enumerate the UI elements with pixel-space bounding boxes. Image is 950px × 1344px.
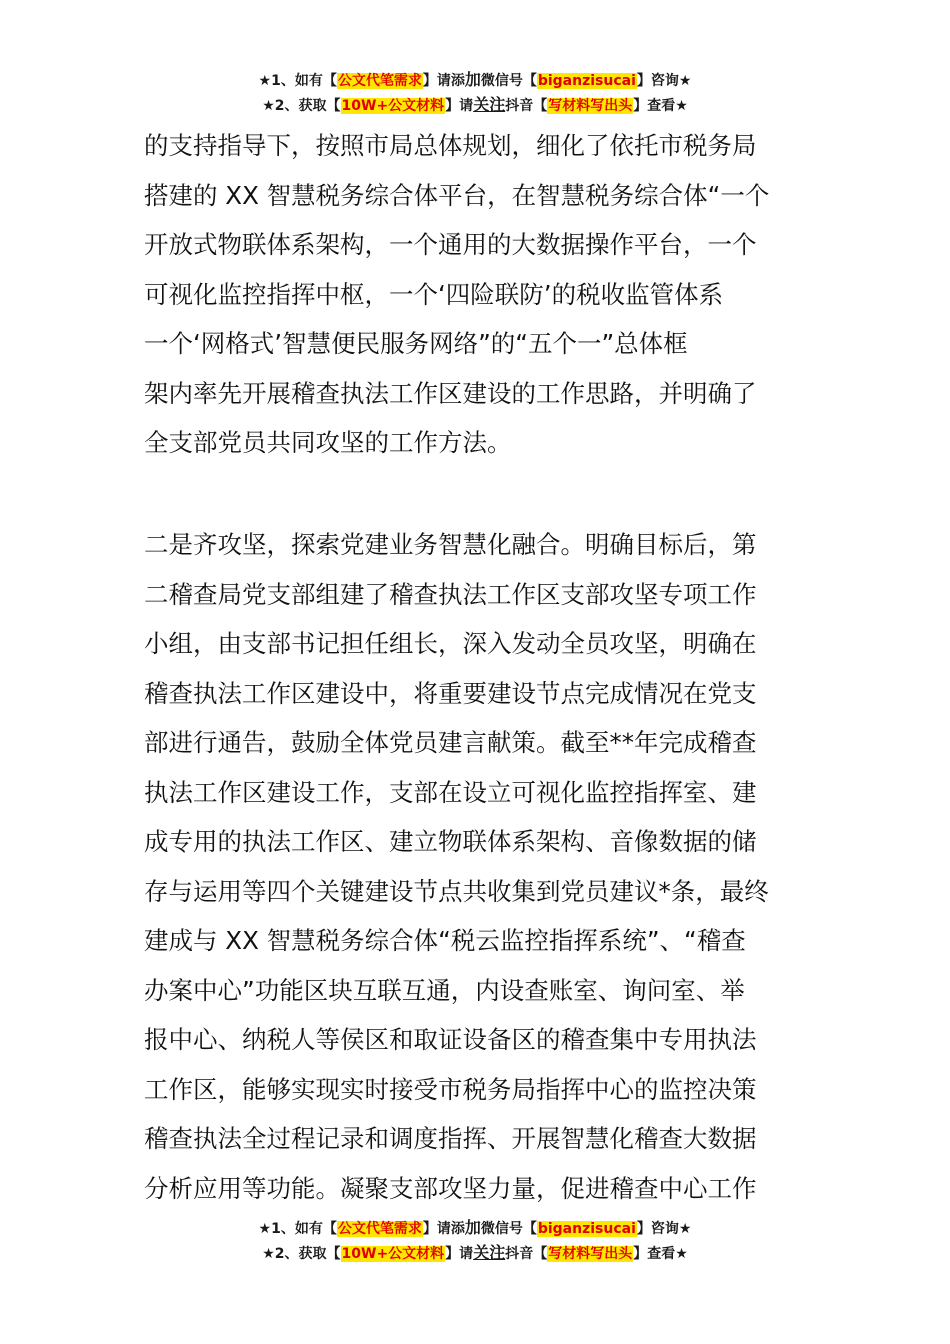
footer-line-1-prefix: ★1、如有【 [258,1221,337,1237]
footer-line-2-highlight-douyin: 写材料写出头 [548,1246,633,1262]
document-body-main [144,520,808,1213]
paragraph-continuation: 的支持指导下，按照市局总体规划，细化了依托市税务局 搭建的 XX 智慧税务综合体平台，在智慧税务综合体“一个 开放式物联体系架构，一个通用的大数据操作平台，一个 可视化监控指挥中枢，一个‘四险联防’的税收监管体系 一个‘网格式’智慧便民服务网络”的“五个一”总体框 架内率先开展稽查执法工作区建设的工作思路，并明确了 全支部党员共同攻坚的工作方法。 [144,131,770,457]
header-line-1-highlight-service: 公文代笔需求 [337,73,422,89]
header-banner [0,68,950,118]
header-line-1-suffix: 】咨询★ [636,73,692,89]
header-line-1-prefix: ★1、如有【 [258,73,337,89]
footer-line-1-text-a: 】请添 [422,1221,465,1237]
footer-line-1-text-bold: 加 [464,1218,481,1237]
document-body-top [144,121,808,468]
footer-line-2-text-underlined: 关注 [473,1243,506,1262]
paragraph-second-point: 二是齐攻坚，探索党建业务智慧化融合。明确目标后，第 二稽查局党支部组建了稽查执法工作区支部攻坚专项工作 小组，由支部书记担任组长，深入发动全员攻坚，明确在 稽查执法工作区建设中，将重要建设节点完成情况在党支 部进行通告，鼓励全体党员建言献策。截至**年完成稽查 执法工作区建设工作，支部在设立可视化监控指挥室、建 成专用的执法工作区、建立物联体系架构、音像数据的储 存与运用等四个关键建设节点共收集到党员建议*条，最终 建成与 XX 智慧税务综合体“税云监控指挥系统”、“稽查 办案中心”功能区块互联互通，内设查账室、询问室、举 报中心、纳税人等侯区和取证设备区的稽查集中专用执法 工作区，能够实现实时接受市税务局指挥中心的监控决策 稽查执法全过程记录和调度指挥、开展智慧化稽查大数据 分析应用等功能。凝聚支部攻坚力量，促进稽查中心工作 [144,530,769,1203]
header-line-2-highlight-douyin: 写材料写出头 [548,98,633,114]
header-line-2-text-b: 抖音【 [505,98,548,114]
footer-line-2-highlight-materials: 10W+公文材料 [341,1246,445,1262]
footer-line-2 [0,1241,950,1266]
header-line-2-prefix: ★2、获取【 [262,98,341,114]
header-line-1-text-bold: 加 [464,70,481,89]
footer-line-2-text-a: 】请 [445,1246,474,1262]
footer-line-1-suffix: 】咨询★ [636,1221,692,1237]
footer-line-1-highlight-service: 公文代笔需求 [337,1221,422,1237]
header-line-1-highlight-wechat: biganzisucai [537,73,636,89]
footer-line-2-suffix: 】查看★ [633,1246,688,1262]
footer-line-1-text-b: 微信号【 [480,1221,537,1237]
footer-line-1 [0,1216,950,1241]
header-line-2-highlight-materials: 10W+公文材料 [341,98,445,114]
footer-line-2-prefix: ★2、获取【 [262,1246,341,1262]
header-line-1-text-a: 】请添 [422,73,465,89]
header-line-1 [0,68,950,93]
header-line-2-suffix: 】查看★ [633,98,688,114]
header-line-2-text-underlined: 关注 [473,95,506,114]
header-line-2-text-a: 】请 [445,98,474,114]
header-line-2 [0,93,950,118]
header-line-1-text-b: 微信号【 [480,73,537,89]
footer-line-2-text-b: 抖音【 [505,1246,548,1262]
footer-line-1-highlight-wechat: biganzisucai [537,1221,636,1237]
footer-banner [0,1216,950,1266]
